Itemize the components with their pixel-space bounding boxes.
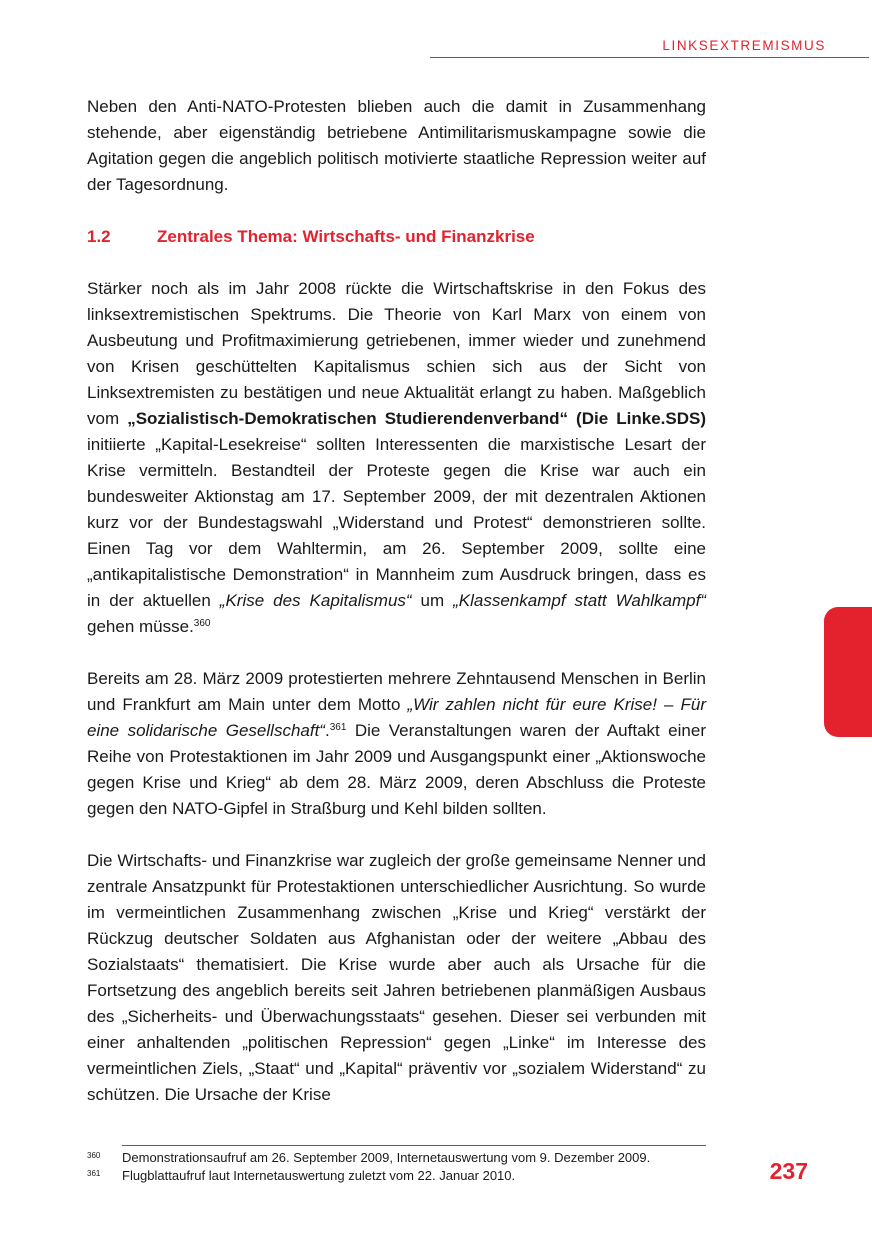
section-heading xyxy=(87,224,706,250)
quote-class-struggle: „Klassenkampf statt Wahlkampf“ xyxy=(453,591,707,610)
paragraph-1-text-c: um xyxy=(411,591,454,610)
footnote-number: 360 xyxy=(87,1151,101,1160)
organisation-name: „Sozialistisch-Demokratischen Studierendenverband“ (Die Linke.SDS) xyxy=(127,409,706,428)
paragraph-1 xyxy=(87,276,706,640)
footnote-ref-360[interactable]: 360 xyxy=(193,618,211,629)
header-rule xyxy=(430,57,869,58)
footnote-ref-361[interactable]: 361 xyxy=(329,722,347,733)
paragraph-3: Die Wirtschafts- und Finanzkrise war zugleich der große gemeinsame Nenner und zentrale Ansatzpunkt für Protestaktionen unterschiedlicher Ausrichtung. So wurde im vermeintlichen Zusammenhang zwischen „Krise und Krieg“ verstärkt der Rückzug deutscher Soldaten aus Afghanistan oder der weitere „Abbau des Sozialstaats“ thematisiert. Die Krise wurde aber auch als Ursache für die Fortsetzung des angeblich bereits seit Jahren betriebenen planmäßigen Ausbaus des „Sicherheits- und Überwachungsstaats“ gesehen. Dieser sei verbunden mit einer anhaltenden „politischen Repression“ gegen „Linke“ im Interesse des vermeintlichen Ziels, „Staat“ und „Kapital“ präventiv vor „sozialem Widerstand“ zu schützen. Die Ursache der Krise xyxy=(87,851,706,1104)
intro-paragraph: Neben den Anti-NATO-Protesten blieben auch die damit in Zusammenhang stehende, aber eigenständig betriebene Antimilitarismuskampagne sowie die Agitation gegen die angeblich politisch motivierte staatliche Repression weiter auf der Tagesordnung. xyxy=(87,97,706,194)
footnote-text: Demonstrationsaufruf am 26. September 2009, Internetauswertung vom 9. Dezember 2009. xyxy=(122,1150,651,1165)
footnote-361 xyxy=(87,1167,727,1185)
paragraph-1-text-a: Stärker noch als im Jahr 2008 rückte die Wirtschaftskrise in den Fokus des linksextremistischen Spektrums. Die Theorie von Karl Marx von einem von Ausbeutung und Profitmaximierung getriebenen, immer wieder und zunehmend von Krisen geschüttelten Kapitalismus schien sich aus der Sicht von Linksextremisten zu bestätigen und neue Aktualität erlangt zu haben. Maßgeblich vom xyxy=(87,279,706,428)
footnote-text: Flugblattaufruf laut Internetauswertung zuletzt vom 22. Januar 2010. xyxy=(122,1168,516,1183)
page-body xyxy=(87,94,706,1108)
section-title: Zentrales Thema: Wirtschafts- und Finanzkrise xyxy=(157,227,535,246)
paragraph-2-period: . xyxy=(324,721,330,740)
paragraph-2 xyxy=(87,666,706,822)
chapter-tab-marker xyxy=(824,607,872,737)
section-header-label: LINKSEXTREMISMUS xyxy=(662,38,826,53)
paragraph-2-text-b: Die Veranstaltungen waren der Auftakt einer Reihe von Protestaktionen im Jahr 2009 und Ausgangspunkt einer „Aktionswoche gegen Krise und Krieg“ ab dem 28. März 2009, deren Abschluss die Proteste gegen den NATO-Gipfel in Straßburg und Kehl bilden sollten. xyxy=(87,721,706,818)
footnote-number: 361 xyxy=(87,1169,101,1178)
footnote-rule xyxy=(122,1145,706,1146)
paragraph-1-text-d: gehen müsse. xyxy=(87,617,194,636)
paragraph-2-text-a: Bereits am 28. März 2009 protestierten mehrere Zehntausend Menschen in Berlin und Frankfurt am Main unter dem Motto xyxy=(87,669,706,714)
section-number: 1.2 xyxy=(87,227,111,246)
quote-motto: „Wir zahlen nicht für eure Krise! – Für eine solidarische Gesellschaft“ xyxy=(87,695,706,740)
paragraph-1-text-b: initiierte „Kapital-Lesekreise“ sollten Interessenten die marxistische Lesart der Krise vermitteln. Bestandteil der Proteste gegen die Krise war auch ein bundesweiter Aktionstag am 17. September 2009, der mit dezentralen Aktionen kurz vor der Bundestagswahl „Widerstand und Protest“ demonstrieren sollte. Einen Tag vor dem Wahltermin, am 26. September 2009, sollte eine „antikapitalistische Demonstration“ in Mannheim zum Ausdruck bringen, dass es in der aktuellen xyxy=(87,435,706,610)
page-number: 237 xyxy=(769,1158,808,1184)
footnote-360 xyxy=(87,1149,727,1167)
quote-crisis: „Krise des Kapitalismus“ xyxy=(219,591,412,610)
footnotes xyxy=(87,1149,727,1185)
